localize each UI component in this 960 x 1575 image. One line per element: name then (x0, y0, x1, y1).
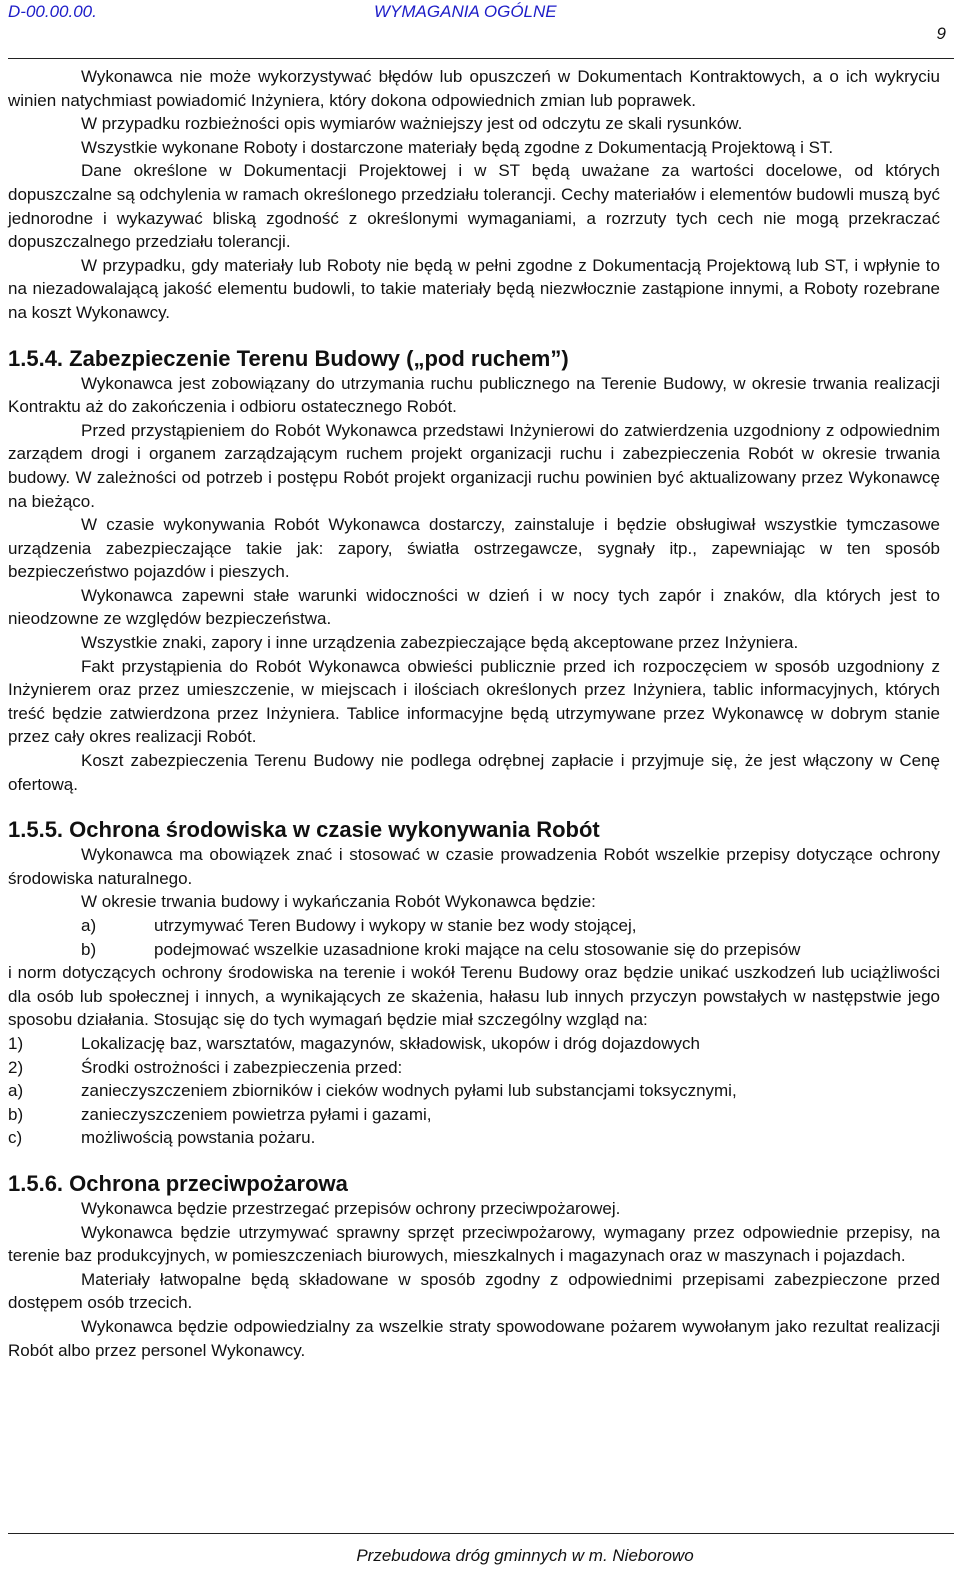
paragraph: Dane określone w Dokumentacji Projektowej i w ST będą uważane za wartości docelowe, od których dopuszczalne są odchylenia w ramach określonego przedziału tolerancji. Cechy materiałów i elementów budowli muszą być jednorodne i wykazywać bliską zgodność z określonymi wymaganiami, a rozrzuty tych cech nie mogą przekraczać dopuszczalnego przedziału tolerancji. (8, 161, 940, 252)
paragraph: Wykonawca jest zobowiązany do utrzymania ruchu publicznego na Terenie Budowy, w okresie trwania realizacji Kontraktu aż do zakończenia i odbioru ostatecznego Robót. (8, 373, 940, 417)
section-heading-1-5-6: 1.5.6. Ochrona przeciwpożarowa (8, 1170, 348, 1196)
section-heading-1-5-4: 1.5.4. Zabezpieczenie Terenu Budowy („pod ruchem”) (8, 345, 569, 371)
paragraph: Wszystkie wykonane Roboty i dostarczone materiały będą zgodne z Dokumentacją Projektową i ST. (81, 137, 834, 157)
paragraph: W przypadku, gdy materiały lub Roboty nie będą w pełni zgodne z Dokumentacją Projektową lub ST, i wpłynie to na niezadowalającą jakość elementu budowli, to takie materiały będą niezwłocznie zastąpione innymi, a Roboty rozebrane na koszt Wykonawcy. (8, 255, 940, 322)
paragraph: Wykonawca zapewni stałe warunki widoczności w dzień i w nocy tych zapór i znaków, dla których jest to nieodzowne ze względów bezpieczeństwa. (8, 585, 940, 629)
paragraph: Wykonawca nie może wykorzystywać błędów lub opuszczeń w Dokumentach Kontraktowych, a o ich wykryciu winien natychmiast powiadomić Inżyniera, który dokona odpowiednich zmian lub poprawek. (8, 67, 940, 110)
paragraph: Koszt zabezpieczenia Terenu Budowy nie podlega odrębnej zapłacie i przyjmuje się, że jest włączony w Cenę ofertową. (8, 751, 940, 794)
paragraph: W czasie wykonywania Robót Wykonawca dostarczy, zainstaluje i będzie obsługiwał wszystkie tymczasowe urządzenia zabezpieczające takie jak: zapory, światła ostrzegawcze, sygnały itp., zapewniając w ten sposób bezpieczeństwo pojazdów i pieszych. (8, 515, 940, 582)
list-marker: b) (81, 939, 97, 959)
header-rule (8, 58, 954, 59)
list-text: Środki ostrożności i zabezpieczenia przed: (81, 1057, 403, 1077)
paragraph: Fakt przystąpienia do Robót Wykonawca obwieści publicznie przed ich rozpoczęciem w sposób uzgodniony z Inżynierem oraz przez umieszczenie, w miejscach i ilościach określonych przez Inżyniera, tablic informacyjnych, których treść będzie zatwierdzona przez Inżyniera. Tablice informacyjne będą utrzymywane przez Wykonawcę w dobrym stanie przez cały okres realizacji Robót. (8, 656, 940, 747)
list-marker: a) (81, 916, 97, 935)
paragraph: W okresie trwania budowy i wykańczania Robót Wykonawca będzie: (81, 892, 596, 912)
list-text: utrzymywać Teren Budowy i wykopy w stanie bez wody stojącej, (154, 916, 637, 935)
document-code: D-00.00.00. (8, 2, 97, 21)
list-item (8, 1103, 940, 1127)
list-marker: 1) (8, 1033, 24, 1053)
footer-text: Przebudowa dróg gminnych w m. Nieborowo (356, 1546, 694, 1565)
paragraph: Wykonawca będzie utrzymywać sprawny sprzęt przeciwpożarowy, wymagany przez odpowiednie przepisy, na terenie baz produkcyjnych, w pomieszczeniach biurowych, mieszkalnych i magazynach oraz w maszynach i pojazdach. (8, 1222, 940, 1266)
paragraph: Przed przystąpieniem do Robót Wykonawca przedstawi Inżynierowi do zatwierdzenia uzgodniony z odpowiednim zarządem drogi i organem zarządzającym ruchem projekt organizacji ruchu i zabezpieczenia Robót w okresie trwania budowy. W zależności od potrzeb i postępu Robót projekt organizacji ruchu powinien być aktualizowany przez Wykonawcę na bieżąco. (8, 420, 940, 511)
section-heading-1-5-5: 1.5.5. Ochrona środowiska w czasie wykonywania Robót (8, 817, 600, 843)
paragraph: W przypadku rozbieżności opis wymiarów ważniejszy jest od odczytu ze skali rysunków. (81, 114, 743, 134)
list-marker: b) (8, 1104, 24, 1124)
paragraph: Wszystkie znaki, zapory i inne urządzenia zabezpieczające będą akceptowane przez Inżyniera. (81, 633, 799, 653)
paragraph: i norm dotyczących ochrony środowiska na terenie i wokół Terenu Budowy oraz będzie unikać uszkodzeń lub uciążliwości dla osób lub społecznej i innych, a wynikających ze skażenia, hałasu lub innych przyczyn powstałych w następstwie jego sposobu działania. Stosując się do tych wymagań będzie miał szczególny wzgląd na: (8, 963, 940, 1030)
list-item (8, 1056, 940, 1080)
list-text: zanieczyszczeniem powietrza pyłami i gazami, (81, 1104, 432, 1124)
list-text: zanieczyszczeniem zbiorników i cieków wodnych pyłami lub substancjami toksycznymi, (81, 1081, 737, 1101)
footer-rule (8, 1533, 954, 1534)
page-number: 9 (936, 24, 946, 43)
document-section-title: WYMAGANIA OGÓLNE (374, 2, 557, 21)
document-body (8, 65, 940, 1362)
list-item (8, 1079, 940, 1103)
paragraph: Materiały łatwopalne będą składowane w sposób zgodny z odpowiednimi przepisami zabezpieczone przed dostępem osób trzecich. (8, 1269, 940, 1313)
list-item (8, 1126, 940, 1150)
list-item (8, 914, 940, 938)
list-text: podejmować wszelkie uzasadnione kroki mające na celu stosowanie się do przepisów (154, 939, 801, 959)
list-item (8, 1032, 940, 1056)
list-marker: 2) (8, 1057, 24, 1077)
paragraph: Wykonawca będzie odpowiedzialny za wszelkie straty spowodowane pożarem wywołanym jako rezultat realizacji Robót albo przez personel Wykonawcy. (8, 1316, 940, 1360)
list-marker: a) (8, 1081, 24, 1101)
list-item (8, 938, 940, 962)
list-marker: c) (8, 1128, 23, 1148)
paragraph: Wykonawca ma obowiązek znać i stosować w czasie prowadzenia Robót wszelkie przepisy dotyczące ochrony środowiska naturalnego. (8, 845, 940, 888)
list-text: możliwością powstania pożaru. (81, 1128, 316, 1148)
list-text: Lokalizację baz, warsztatów, magazynów, składowisk, ukopów i dróg dojazdowych (81, 1033, 700, 1053)
paragraph: Wykonawca będzie przestrzegać przepisów ochrony przeciwpożarowej. (81, 1198, 621, 1218)
